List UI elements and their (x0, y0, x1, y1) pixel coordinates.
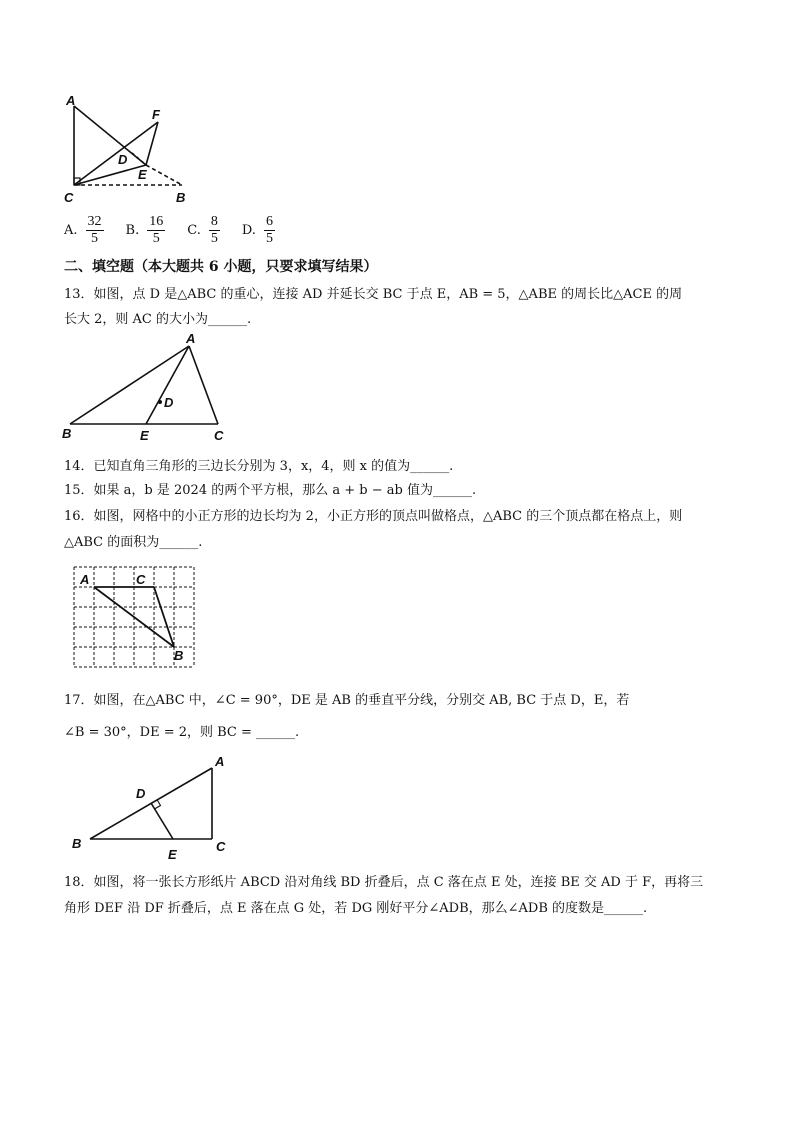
label-b: B (174, 648, 184, 663)
label-b: B (62, 426, 72, 441)
section-title: 二、填空题（本大题共 6 小题，只要求填写结果） (64, 259, 378, 275)
figure-q12 (60, 92, 200, 207)
label-a: A (66, 93, 76, 108)
fraction: $\frac{16}{5}$ (149, 214, 164, 246)
label-a: A (80, 572, 90, 587)
label-b: B (72, 836, 82, 851)
label-e: E (140, 428, 149, 443)
label-a: A (186, 331, 196, 346)
edge-ae (146, 346, 189, 424)
figure-q17 (70, 752, 240, 862)
label-c: C (64, 190, 74, 205)
q17-line1: 17．如图，在△ABC 中，∠C = 90°，DE 是 AB 的垂直平分线，分别交 AB, BC 于点 D，E，若 (64, 693, 630, 708)
fraction: $\frac{6}{5}$ (265, 214, 273, 246)
q16-line2: △ABC 的面积为______. (64, 535, 203, 550)
q12-choices (64, 214, 297, 247)
edge-ba (70, 346, 189, 424)
choice-d[interactable]: D. $\frac{6}{5}$ (241, 214, 273, 246)
edge-eb-dashed (146, 165, 182, 185)
label-e: E (168, 847, 177, 862)
q15: 15．如果 a，b 是 2024 的两个平方根，那么 a + b − ab 值为______. (64, 483, 477, 498)
q13-line2: 长大 2，则 AC 的大小为______. (64, 312, 252, 327)
label-e: E (138, 167, 147, 182)
edge-ae (74, 106, 146, 165)
choice-b[interactable]: B. $\frac{16}{5}$ (125, 214, 164, 246)
edge-ce (74, 165, 146, 185)
edge-de (151, 803, 173, 839)
choice-a[interactable]: A. $\frac{32}{5}$ (64, 214, 102, 246)
label-f: F (152, 107, 160, 122)
label-c: C (216, 839, 226, 854)
choice-c[interactable]: C. $\frac{8}{5}$ (187, 214, 218, 246)
figure-q16-grid (70, 564, 200, 670)
label-c: C (136, 572, 146, 587)
q18-line1: 18．如图，将一张长方形纸片 ABCD 沿对角线 BD 折叠后，点 C 落在点 E 处，连接 BE 交 AD 于 F，再将三 (64, 875, 704, 890)
q14: 14．已知直角三角形的三边长分别为 3，x，4，则 x 的值为______. (64, 459, 454, 474)
figure-q13 (60, 331, 240, 444)
label-d: D (136, 786, 146, 801)
label-d: D (118, 152, 128, 167)
q16-line1: 16．如图，网格中的小正方形的边长均为 2，小正方形的顶点叫做格点，△ABC 的三个顶点都在格点上，则 (64, 509, 683, 524)
label-c: C (214, 428, 224, 443)
edge-fe (146, 122, 158, 165)
q13-line1: 13．如图，点 D 是△ABC 的重心，连接 AD 并延长交 BC 于点 E，AB = 5，△ABE 的周长比△ACE 的周 (64, 287, 683, 302)
fraction: $\frac{32}{5}$ (87, 214, 102, 246)
label-a: A (215, 754, 225, 769)
q18-line2: 角形 DEF 沿 DF 折叠后，点 E 落在点 G 处，若 DG 刚好平分∠ADB，那么∠ADB 的度数是______. (64, 901, 648, 916)
label-d: D (164, 395, 174, 410)
point-d (158, 400, 162, 404)
fraction: $\frac{8}{5}$ (210, 214, 218, 246)
edge-cb (154, 587, 174, 647)
label-b: B (176, 190, 186, 205)
q17-line2: ∠B = 30°，DE = 2，则 BC = ______. (64, 725, 300, 740)
edge-ac (189, 346, 218, 424)
